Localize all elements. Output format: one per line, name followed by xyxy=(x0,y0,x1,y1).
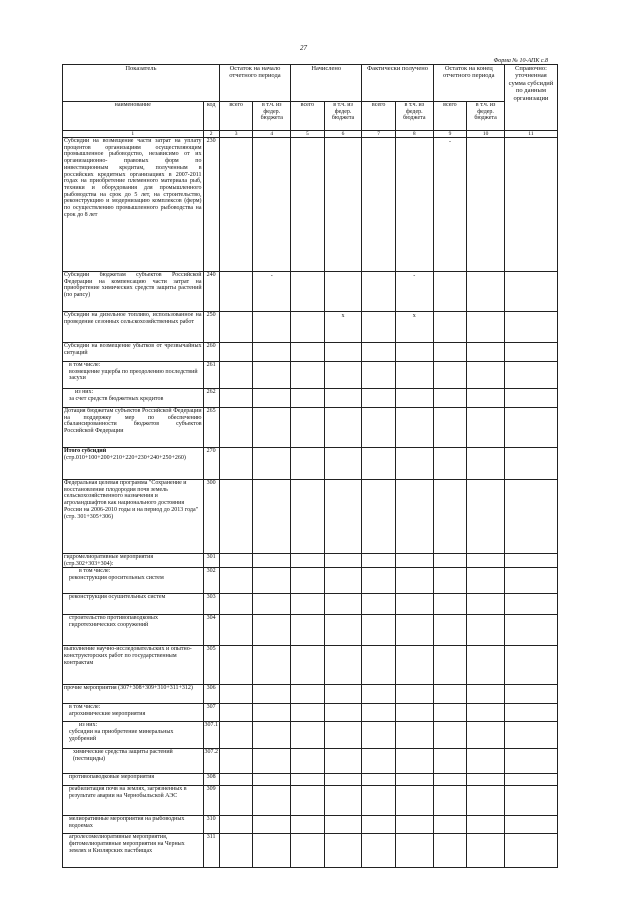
row-label: гидромелиоративные мероприятия (стр.302+303+304): xyxy=(63,554,204,568)
x-mark: х xyxy=(395,312,433,343)
table-row xyxy=(63,816,558,834)
column-number: 8 xyxy=(395,131,433,138)
row-label: прочие мероприятия (307+308+309+310+311+312) xyxy=(63,685,204,704)
row-code: 304 xyxy=(203,615,219,646)
column-number: 1 xyxy=(63,131,204,138)
table-row xyxy=(63,704,558,722)
row-code: 303 xyxy=(203,594,219,615)
row-code: 306 xyxy=(203,685,219,704)
header-row-sub xyxy=(63,102,558,131)
row-label: Субсидии на возмещение убытков от чрезвычайных ситуаций xyxy=(63,343,204,362)
dash-mark: - xyxy=(433,138,467,272)
row-label-group xyxy=(63,448,204,480)
column-number: 6 xyxy=(324,131,362,138)
row-code: 307 xyxy=(203,704,219,722)
header-received: Фактически получено xyxy=(362,65,433,102)
dash-mark: - xyxy=(395,272,433,312)
row-code: 307.1 xyxy=(203,722,219,749)
row-code: 270 xyxy=(203,448,219,480)
row-code: 300 xyxy=(203,480,219,554)
row-label: Федеральная целевая программа "Сохранение и восстановление плодородия почв земель сельскохозяйственного назначения и агроландшафтов как национального достояния России на 2006-2010 годы и на период до 2013 года" xyxy=(64,480,199,513)
table-row xyxy=(63,646,558,685)
table-row xyxy=(63,408,558,448)
row-prefix: из них: xyxy=(75,389,94,395)
row-label: реабилитация почв на землях, загрязненных в результате аварии на Чернобыльской АЭС xyxy=(63,786,204,816)
row-label: Субсидии бюджетам субъектов Российской Федерации на компенсацию части затрат на приобретение химических средств защиты растений (по рапсу) xyxy=(63,272,204,312)
column-number: 2 xyxy=(203,131,219,138)
table-row xyxy=(63,389,558,408)
header-row-top xyxy=(63,65,558,102)
column-number: 10 xyxy=(467,131,505,138)
table-row xyxy=(63,480,558,554)
header-name: наименование xyxy=(63,102,204,131)
row-label: возмещение ущерба по преодолению последствий засухи xyxy=(69,368,198,382)
header-opening-balance: Остаток на начало отчетного периода xyxy=(219,65,290,102)
table-row xyxy=(63,568,558,594)
row-label-group xyxy=(63,722,204,749)
row-prefix: в том числе: xyxy=(79,568,111,575)
table-row xyxy=(63,685,558,704)
row-code: 311 xyxy=(203,834,219,868)
table-row xyxy=(63,615,558,646)
table-row xyxy=(63,749,558,774)
column-number: 4 xyxy=(253,131,291,138)
row-code: 261 xyxy=(203,362,219,389)
form-reference: Форма № 10-АПК с.8 xyxy=(493,58,548,64)
row-label: противопаводковые мероприятия xyxy=(63,774,204,786)
header-total: всего xyxy=(362,102,396,131)
row-label: реконструкция оросительных систем xyxy=(69,575,164,582)
row-code: 250 xyxy=(203,312,219,343)
row-code: 310 xyxy=(203,816,219,834)
row-label-group xyxy=(63,362,204,389)
row-label-group xyxy=(63,568,204,594)
header-federal: в т.ч. из федер. бюджета xyxy=(324,102,362,131)
table-row xyxy=(63,834,558,868)
dash-mark: - xyxy=(253,272,291,312)
row-label-group xyxy=(63,704,204,722)
row-label: агролесомелиоративные мероприятия, фитомелиоративные мероприятия на Черных землях и Кизлярских пастбищах xyxy=(63,834,204,868)
row-label: химические средства защиты растений (пестициды) xyxy=(63,749,204,774)
row-prefix: в том числе: xyxy=(69,704,101,711)
header-federal: в т.ч. из федер. бюджета xyxy=(467,102,505,131)
header-federal: в т.ч. из федер. бюджета xyxy=(395,102,433,131)
row-label: Субсидии на дизельное топливо, использованное на проведение сезонных сельскохозяйственных работ xyxy=(63,312,204,343)
table-row xyxy=(63,312,558,343)
row-label: выполнение научно-исследовательских и опытно-конструкторских работ по государственным контрактам xyxy=(63,646,204,685)
row-label: строительство противопаводковых гидротехнических сооружений xyxy=(63,615,204,646)
row-label: Дотация бюджетам субъектов Российской Федерации на поддержку мер по обеспечению сбалансированности бюджетов субъектов Российской Федерации xyxy=(63,408,204,448)
row-code: 305 xyxy=(203,646,219,685)
row-label: субсидии на приобретение минеральных удобрений xyxy=(69,729,174,742)
header-reference-note: Справочно: уточненная сумма субсидий по данным организации xyxy=(504,65,557,131)
row-prefix: в том числе: xyxy=(69,362,101,368)
table-row xyxy=(63,786,558,816)
row-label: агрохимические мероприятия xyxy=(69,711,146,718)
row-label: Итого субсидий xyxy=(64,448,107,454)
row-sublabel: (стр.010+100+200+210+220+230+240+250+260) xyxy=(64,454,186,461)
row-label: мелиоративные мероприятия на рыбоводных водоемах xyxy=(63,816,204,834)
row-label: за счет средств бюджетных кредитов xyxy=(69,395,164,402)
header-total: всего xyxy=(291,102,325,131)
table-row xyxy=(63,138,558,272)
row-code: 240 xyxy=(203,272,219,312)
row-code: 230 xyxy=(203,138,219,272)
table-row xyxy=(63,362,558,389)
subsidy-table xyxy=(62,64,558,868)
row-prefix: из них: xyxy=(79,722,98,729)
row-code: 308 xyxy=(203,774,219,786)
row-sublabel: (стр. 301+305+306) xyxy=(64,513,114,520)
row-code: 302 xyxy=(203,568,219,594)
row-label: Субсидии на возмещение части затрат на уплату процентов организациям осуществляющим промышленное рыбоводство, независимо от их организационно- правовых форм по инвестиционным кредитам, полученным в российских кредитных организациях в 2007-2011 годах на приобретение племенного материала рыб, техники и оборудования для промышленного рыбоводства на срок до 5 лет, на строительство, реконструкцию и модернизацию комплексов (ферм) по осуществлению промышленного рыбоводства на срок до 8 лет xyxy=(63,138,204,272)
row-code: 309 xyxy=(203,786,219,816)
table-row xyxy=(63,722,558,749)
header-closing-balance: Остаток на конец отчетного периода xyxy=(433,65,504,102)
row-label-group xyxy=(63,389,204,408)
column-number-row xyxy=(63,131,558,138)
row-code: 260 xyxy=(203,343,219,362)
header-accrued: Начислено xyxy=(291,65,362,102)
x-mark: х xyxy=(324,312,362,343)
header-total: всего xyxy=(219,102,253,131)
column-number: 7 xyxy=(362,131,396,138)
table-row xyxy=(63,343,558,362)
table-row xyxy=(63,272,558,312)
column-number: 11 xyxy=(504,131,557,138)
header-federal: в т.ч. из федер. бюджета xyxy=(253,102,291,131)
page-number: 27 xyxy=(300,44,307,52)
table-row xyxy=(63,594,558,615)
row-code: 301 xyxy=(203,554,219,568)
row-label: реконструкция осушительных систем xyxy=(63,594,204,615)
header-total: всего xyxy=(433,102,467,131)
table-row xyxy=(63,448,558,480)
column-number: 9 xyxy=(433,131,467,138)
table-row xyxy=(63,554,558,568)
column-number: 5 xyxy=(291,131,325,138)
row-code: 262 xyxy=(203,389,219,408)
column-number: 3 xyxy=(219,131,253,138)
header-indicator: Показатель xyxy=(63,65,220,102)
row-label-group xyxy=(63,480,204,554)
table-row xyxy=(63,774,558,786)
row-code: 307.2 xyxy=(203,749,219,774)
row-code: 265 xyxy=(203,408,219,448)
header-code: код xyxy=(203,102,219,131)
